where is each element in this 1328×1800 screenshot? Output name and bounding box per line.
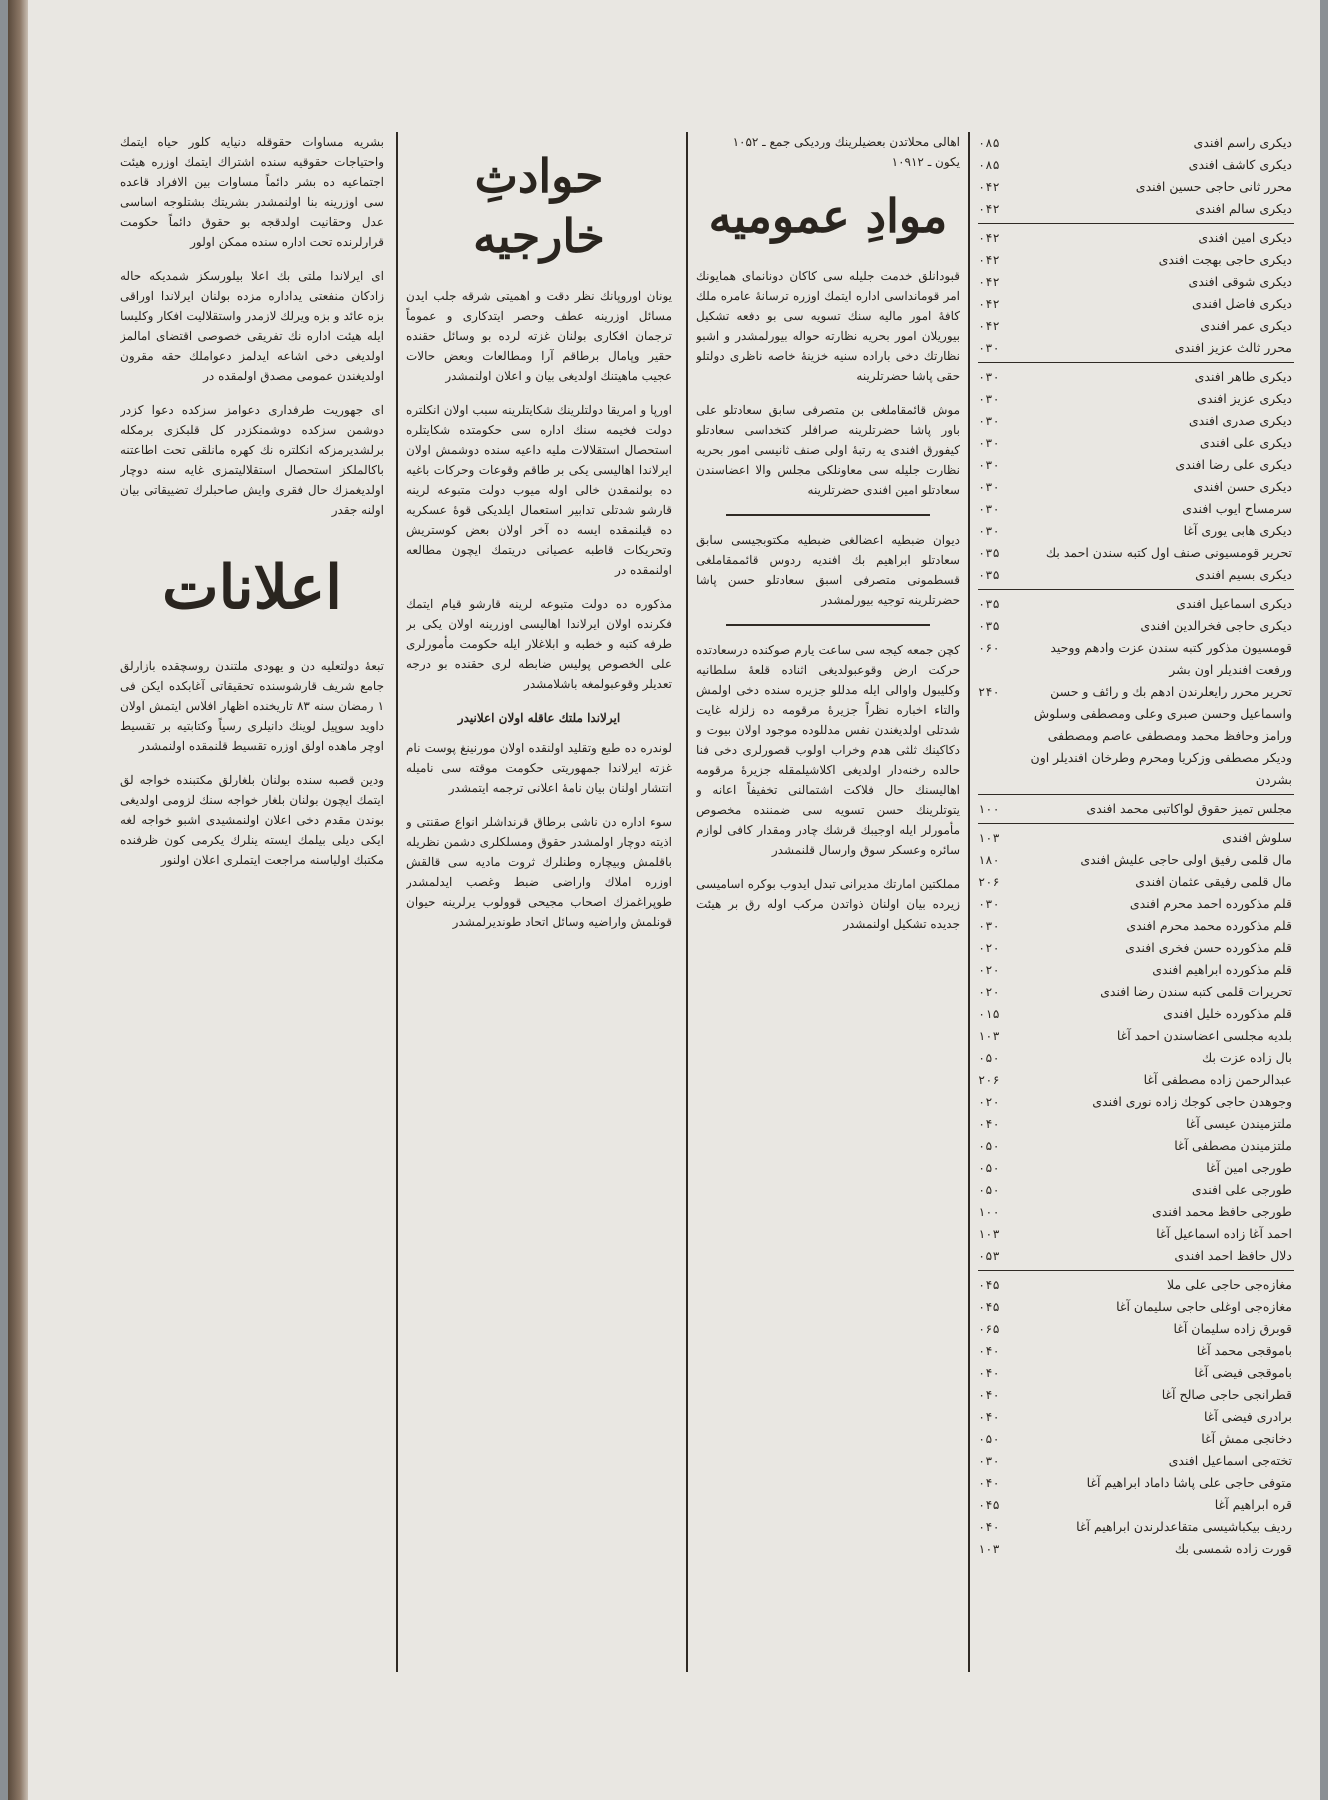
list-item	[978, 315, 1294, 337]
list-item-amount: ۱۰۳	[978, 1029, 1000, 1043]
article-paragraph: ای ایرلاندا ملتی بك اعلا بیلورسکز شمدیکه حاله زادکان منفعتی یداداره مزده بولنان ایرلاندا اوراقی بزه عائد و بزه ویرلك لازمدر واستقلالیت افکار وکلیسا ایله هیئت اداره نك تفریقی خصوصی اقتضای امالمز اولدیغی دخی اشاعه ایدلمز دعواملك حقه مقرون اولدیغندن عمومی مصدق اولمقده در	[120, 269, 384, 383]
list-item-name: مجلس تمیز حقوق لواکاتبی محمد افندی	[1086, 801, 1292, 816]
list-item	[978, 337, 1294, 359]
list-item	[978, 893, 1294, 915]
list-item-name: محرر ثانی حاجی حسین افندی	[1135, 179, 1292, 194]
list-item	[978, 1047, 1294, 1069]
list-item-amount: ۲۴۰	[978, 685, 1000, 699]
list-item	[978, 1428, 1294, 1450]
list-item	[978, 249, 1294, 271]
list-item-amount: ۰۳۰	[978, 458, 1000, 472]
list-item	[978, 1179, 1294, 1201]
list-item-name: تحریرات قلمی کتبه سندن رضا افندی	[1100, 984, 1292, 999]
list-item-name: قلم مذکورده محمد محرم افندی	[1126, 918, 1292, 933]
article-paragraph: ای جهوریت طرفداری دعوامز سزکده دعوا کزدر دوشمن سزکده دوشمنکزدر کل قلبکزی برمکله برلشدیرمزکه انکلتره نك کهره مانلقی تحت اطاعتنه باکالملکز استحصال استقلالیتمزی غایه سنه دوچار اولدیغمزك حال فقری وایش صاحبلرك تضییقاتی بیان اولنه جقدر	[120, 403, 384, 517]
list-item	[978, 1069, 1294, 1091]
list-item-amount: ۰۳۰	[978, 436, 1000, 450]
article-paragraph: لوندره ده طبع وتقلید اولنقده اولان مورنینغ پوست نام غزته ایرلاندا جمهوریتی حکومت موقته سی نامیله انتشار اولنان بیان نامهٔ اعلانی ترجمه ایتمشدر	[406, 741, 672, 795]
list-item	[978, 410, 1294, 432]
newspaper-page	[8, 0, 1320, 1800]
list-item-name: طورجی علی افندی	[1191, 1182, 1292, 1197]
list-item	[978, 132, 1294, 154]
list-item-name: دیکری علی رضا افندی	[1175, 457, 1292, 472]
list-item-name: تخته‌جی اسماعیل افندی	[1168, 1453, 1292, 1468]
list-item-name: قلم مذکورده ابراهیم افندی	[1152, 962, 1292, 977]
list-item-amount: ۰۳۰	[978, 897, 1000, 911]
list-item-amount: ۰۴۰	[978, 1410, 1000, 1424]
list-item-amount: ۱۰۳	[978, 1542, 1000, 1556]
column-divider	[396, 132, 398, 1672]
article-paragraph: کچن جمعه کیجه سی ساعت یارم صوکنده درسعادتده حرکت ارض وقوعبولدیغی اثناده قلعهٔ سلطانیه وکلیبول واوالی ایله مدللو جزیره سنده دخی اولمش والتاء اخباره نظراً جزیرهٔ مرقومه ده زلزله غایت شدتلی اولدیغندن نفس مدللوده موجود اولان بیوت و دکاکینك ثلثی هدم وخراب اولوب قصورلری دخی فنا حالده رخنه‌دار اولدیغی اکلاشیلمقله جزیرهٔ مرقومه اهالیسنك حال فلاکت اشتمالنی تخفیفاً اعانه و یتوتلرینك حسن تسویه سی ضمننده مخصوص مأمورلر ایله اوجیبك قرشك چادر ومقدار کافی لوازم سائره وعسکر سوق وارسال قلنمشدر	[696, 643, 960, 857]
article-paragraph: قبودانلق خدمت جلیله سی کاکان دونانمای همایونك امر قومانداسی اداره ایتمك اوزره ترسانهٔ عامره ملك کافهٔ امور مالیه سنك تسویه سی بو دفعه تشکیل بیوریلان امور بحریه نظارته حواله بیورلمشدر و اشبو نظارتك دخی باراده سنیه خزینهٔ خاصه ناظری دولتلو حقی پاشا حضرتلرینه	[696, 269, 960, 383]
list-item-name: قلم مذکورده خلیل افندی	[1163, 1006, 1292, 1021]
list-item-name: دخانجی ممش آغا	[1201, 1431, 1292, 1446]
list-item-name: دیکری بسیم افندی	[1195, 567, 1292, 582]
list-item	[978, 1157, 1294, 1179]
list-item-name: سرمساح ایوب افندی	[1182, 501, 1292, 516]
officials-list-column	[978, 132, 1294, 1560]
announcements-heading: اعلانات	[162, 553, 342, 623]
list-item	[978, 432, 1294, 454]
list-item-amount: ۱۰۳	[978, 1227, 1000, 1241]
article-paragraph: ودین قصبه سنده بولنان بلغارلق مکتبنده خواجه لق ایتمك ایچون بولنان بلغار خواجه سنك لزومی اولدیغی بوندن مقدم دخی اعلان اولنمشیدی اشبو خواجه لغه ایکی دیلی بیلمك ایسته ینلرك یکرمی کون ظرفنده مکتبك اولیاسنه مراجعت ایتملری اعلان اولنور	[120, 773, 384, 867]
list-item	[978, 593, 1294, 615]
list-divider	[978, 794, 1294, 795]
foreign-news-heading: حوادثِ خارجیه	[473, 149, 605, 263]
list-item	[978, 542, 1294, 564]
list-item	[978, 1091, 1294, 1113]
list-item-amount: ۰۲۰	[978, 941, 1000, 955]
list-item	[978, 227, 1294, 249]
foreign-news-column	[406, 132, 672, 946]
list-item-name: قومسیون مذکور کتبه سندن عزت وادهم ووحید ورفعت افندیلر اون بشر	[1050, 640, 1292, 677]
list-item-amount: ۱۰۰	[978, 802, 1000, 816]
article-paragraph: یونان اوروپانك نظر دقت و اهمیتی شرقه جلب ایدن مسائل اوزرینه عطف وحصر ایتدکاری و عموماً ترجمان افکاری بولنان غزته لرده بو وسائل حقنده حقیر وپامال برطاقم آرا ومطالعات وبعض حالات عجیب ماهیتنك اولدیغی بیان و اعلان اولنمشدر	[406, 289, 672, 383]
list-item-name: طورجی حافظ محمد افندی	[1151, 1204, 1292, 1219]
list-item-name: دلال حافظ احمد افندی	[1174, 1248, 1292, 1263]
list-item	[978, 293, 1294, 315]
list-item-amount: ۰۴۵	[978, 1498, 1000, 1512]
list-item-amount: ۰۴۲	[978, 202, 1000, 216]
list-divider	[978, 589, 1294, 590]
list-item	[978, 1340, 1294, 1362]
list-item-amount: ۱۰۰	[978, 1205, 1000, 1219]
list-item-amount: ۰۳۵	[978, 619, 1000, 633]
list-item-name: قره ابراهیم آغا	[1214, 1497, 1292, 1512]
list-item-amount: ۰۴۰	[978, 1476, 1000, 1490]
list-item	[978, 1384, 1294, 1406]
list-item-name: مال قلمی رفیقی عثمان افندی	[1135, 874, 1292, 889]
list-item-name: باموقجی فیضی آغا	[1194, 1365, 1292, 1380]
list-item-name: ملتزمیندن عیسی آغا	[1185, 1116, 1292, 1131]
list-item-amount: ۰۳۰	[978, 480, 1000, 494]
list-item-name: وجوهدن حاجی کوجك زاده نوری افندی	[1092, 1094, 1292, 1109]
list-item-name: دیکری حسن افندی	[1193, 479, 1292, 494]
list-item-amount: ۰۳۵	[978, 597, 1000, 611]
list-item-name: مال قلمی رفیق اولی حاجی علیش افندی	[1080, 852, 1292, 867]
list-item-name: قلم مذکورده احمد محرم افندی	[1129, 896, 1292, 911]
list-item-amount: ۱۸۰	[978, 853, 1000, 867]
list-item-amount: ۰۳۵	[978, 568, 1000, 582]
list-item-name: دیکری هابی یوری آغا	[1183, 523, 1292, 538]
list-item-amount: ۰۴۲	[978, 180, 1000, 194]
list-item-name: دیکری امین افندی	[1198, 230, 1292, 245]
list-item-name: بال زاده عزت بك	[1201, 1050, 1292, 1065]
list-item-name: محرر ثالث عزیز افندی	[1174, 340, 1292, 355]
list-item	[978, 271, 1294, 293]
list-item	[978, 198, 1294, 220]
list-item	[978, 937, 1294, 959]
list-item	[978, 1025, 1294, 1047]
list-item-name: دیکری شوقی افندی	[1188, 274, 1292, 289]
list-item	[978, 1318, 1294, 1340]
list-item-amount: ۰۵۰	[978, 1183, 1000, 1197]
list-item	[978, 154, 1294, 176]
list-item	[978, 1113, 1294, 1135]
list-item-amount: ۰۴۵	[978, 1278, 1000, 1292]
list-item-amount: ۰۳۰	[978, 414, 1000, 428]
list-item-amount: ۰۵۰	[978, 1139, 1000, 1153]
list-divider	[978, 223, 1294, 224]
list-item-amount: ۰۵۰	[978, 1161, 1000, 1175]
list-item-name: قوبرق زاده سلیمان آغا	[1173, 1321, 1292, 1336]
list-item	[978, 1245, 1294, 1267]
list-item-name: دیکری سالم افندی	[1195, 201, 1292, 216]
article-paragraph: موش قائمقاملغی بن متصرفی سابق سعادتلو علی باور پاشا حضرتلرینه صرافلر کتخداسی سعادتلو کیفورق افندی یه رتبهٔ اولی صنف ثانیسی امور بحریه نظارت جلیله سی معاونلکی مجلس والا اعضاسندن سعادتلو امین افندی حضرتلرینه	[696, 403, 960, 497]
list-item-amount: ۰۳۰	[978, 502, 1000, 516]
list-item-name: متوفی حاجی علی پاشا داماد ابراهیم آغا	[1086, 1475, 1292, 1490]
general-affairs-column	[696, 132, 960, 948]
list-item-amount: ۰۴۰	[978, 1344, 1000, 1358]
list-item	[978, 1003, 1294, 1025]
list-item-amount: ۰۱۵	[978, 1007, 1000, 1021]
list-divider	[978, 362, 1294, 363]
general-affairs-heading: موادِ عمومیه	[708, 189, 948, 243]
list-item-name: تحریر محرر رایعلرندن ادهم بك و رائف و حسن واسماعیل وحسن صبری وعلی ومصطفی وسلوش ورامز وحافظ محمد ومصطفی عاصم ومصطفی ودیکر مصطفی وزکریا ومحرم وطرخان افندیلر اون بشردن	[1030, 684, 1292, 787]
list-item	[978, 1538, 1294, 1560]
list-item-amount: ۰۸۵	[978, 158, 1000, 172]
list-item-amount: ۰۳۰	[978, 392, 1000, 406]
list-item-amount: ۰۳۰	[978, 524, 1000, 538]
list-item-name: دیکری علی افندی	[1199, 435, 1292, 450]
list-item-name: دیکری فاضل افندی	[1191, 296, 1292, 311]
article-paragraph: بشریه مساوات حقوقله دنیایه کلور حیاه ایتمك واحتیاجات حقوقیه سنده اشتراك ایتمك اوزره هیئت اجتماعیه ده بشر دائماً مساوات بین الافراد قاعده سی اوزرینه بنا اولنمشدر بشریتك بشتلوجه اساسی عدل وحقانیت اولدقجه بو حقوق دائماً حکومت قرارلرنده تحت اداره سنده ممکن اولور	[120, 135, 384, 249]
list-item-amount: ۰۲۰	[978, 963, 1000, 977]
list-item-amount: ۰۶۰	[978, 641, 1000, 655]
list-item	[978, 564, 1294, 586]
list-item-name: قطرانجی حاجی صالح آغا	[1161, 1387, 1292, 1402]
list-item	[978, 176, 1294, 198]
article-paragraph: سوء اداره دن ناشی برطاق قرنداشلر انواع صقنتی و اذیته دوچار اولمشدر حقوق ومسلکلری دشمن نظریله باقلمش وبیچاره وطنلرك ثروت مادیه سی قالقش اوزره املاك واراضی ضبط وغصب ایدلمشدر طوپراغمزك اصحاب مجیحی قوولوب یرلرینه حیوان قونلمش واراضیه وسائل اتحاد طوندیرلمشدر	[406, 815, 672, 929]
list-divider	[978, 1270, 1294, 1271]
list-item-amount: ۰۴۰	[978, 1366, 1000, 1380]
list-item	[978, 959, 1294, 981]
list-item-name: دیکری کاشف افندی	[1188, 157, 1292, 172]
list-item-amount: ۰۴۵	[978, 1300, 1000, 1314]
list-item	[978, 1135, 1294, 1157]
list-item-amount: ۰۴۰	[978, 1117, 1000, 1131]
list-item-name: ردیف بیکباشیسی متقاعدلرندن ابراهیم آغا	[1076, 1519, 1292, 1534]
list-item-name: دیکری عمر افندی	[1200, 318, 1292, 333]
list-item	[978, 498, 1294, 520]
list-item	[978, 388, 1294, 410]
list-item	[978, 1516, 1294, 1538]
list-item-name: دیکری حاجی بهجت افندی	[1158, 252, 1292, 267]
list-item-amount: ۰۶۵	[978, 1322, 1000, 1336]
list-item-name: احمد آغا زاده اسماعیل آغا	[1156, 1226, 1292, 1241]
list-item-amount: ۰۴۲	[978, 275, 1000, 289]
list-item-name: دیکری راسم افندی	[1193, 135, 1292, 150]
list-item-amount: ۰۸۵	[978, 136, 1000, 150]
article-paragraph: تبعهٔ دولتعلیه دن و یهودی ملتندن روسچقده بازارلق جامع شریف قارشوسنده تحقیقاتی آغابکده ایکن فی ۱ رمضان سنه ۸۳ تاریخنده اظهار افلاس ایتمش اولان داوید سوپیل لوینك دانیلری رسیاً وکتابتیه بر تقسیط اوچر ماهده اولق اوزره تقسیط قلنمقده اولنمشدر	[120, 659, 384, 753]
list-item-amount: ۰۳۰	[978, 919, 1000, 933]
list-item-amount: ۰۳۵	[978, 546, 1000, 560]
list-item-amount: ۰۴۰	[978, 1520, 1000, 1534]
list-item-amount: ۰۴۲	[978, 297, 1000, 311]
list-item	[978, 1450, 1294, 1472]
article-paragraph: دیوان ضبطیه اعضالغی ضبطیه مکتوبجیسی سابق سعادتلو ابراهیم بك افندیه ردوس قائممقاملغی قسطمونی متصرفی اسبق سعادتلو حسن پاشا حضرتلرینه توجیه بیورلمشدر	[696, 533, 960, 607]
list-item	[978, 520, 1294, 542]
list-item	[978, 1201, 1294, 1223]
list-item	[978, 637, 1294, 681]
list-item-name: دیکری صدری افندی	[1188, 413, 1292, 428]
list-item-amount: ۰۳۰	[978, 341, 1000, 355]
list-item	[978, 849, 1294, 871]
list-item-amount: ۰۴۰	[978, 1388, 1000, 1402]
list-item-amount: ۰۴۲	[978, 319, 1000, 333]
stat-line-1: اهالی محلاتدن بعضیلرینك وردیکی جمع ـ ۱۰۵۲	[732, 135, 960, 149]
list-item-name: تحریر قومسیونی صنف اول کتبه سندن احمد بك	[1045, 545, 1292, 560]
column-divider	[686, 132, 688, 1672]
list-item	[978, 981, 1294, 1003]
news-subheading: ایرلاندا ملتك عاقله اولان اعلانیدر	[457, 711, 621, 725]
list-item-name: مغازه‌جی حاجی علی ملا	[1166, 1277, 1292, 1292]
list-divider	[978, 823, 1294, 824]
list-item-name: برادری فیضی آغا	[1203, 1409, 1292, 1424]
article-paragraph: مذکوره ده دولت متبوعه لرینه قارشو قیام ایتمك فکرنده اولان ایرلاندا اهالیسی اوزرینه اولان یکی بر طرفه کتبه و خطبه و ابلاغلار ایله حکومت مأمورلری علی الخصوص پولیس ضابطه لری حقنده بو درجه تعدیلر وقوعبولمغه باشلامشدر	[406, 597, 672, 691]
list-item-amount: ۰۴۲	[978, 253, 1000, 267]
list-item	[978, 681, 1294, 791]
list-item-name: باموقجی محمد آغا	[1196, 1343, 1292, 1358]
list-item	[978, 1362, 1294, 1384]
list-item-amount: ۰۴۲	[978, 231, 1000, 245]
list-item	[978, 476, 1294, 498]
list-item	[978, 1223, 1294, 1245]
article-paragraph: مملکتین امارتك مدیرانی تبدل ایدوب بوکره اسامیسی زیرده بیان اولنان ذواتدن مرکب اوله رق بر هیئت جدیده تشکیل اولنمشدر	[696, 877, 960, 931]
list-item	[978, 1494, 1294, 1516]
list-item	[978, 1406, 1294, 1428]
list-item-amount: ۰۲۰	[978, 985, 1000, 999]
list-item-amount: ۰۵۰	[978, 1051, 1000, 1065]
population-stats-2	[696, 152, 960, 172]
stat-line-2: یکون ـ ۱۰۹۱۲	[891, 155, 960, 169]
list-item-amount: ۰۵۰	[978, 1432, 1000, 1446]
list-item	[978, 1296, 1294, 1318]
list-item-name: دیکری اسماعیل افندی	[1176, 596, 1292, 611]
list-item	[978, 366, 1294, 388]
list-item-amount: ۰۳۰	[978, 370, 1000, 384]
list-item-name: عبدالرحمن زاده مصطفی آغا	[1143, 1072, 1292, 1087]
list-item-name: دیکری طاهر افندی	[1194, 369, 1292, 384]
list-item-amount: ۰۳۰	[978, 1454, 1000, 1468]
list-item	[978, 915, 1294, 937]
list-item-name: سلوش افندی	[1222, 830, 1292, 845]
list-item-name: قلم مذکورده حسن فخری افندی	[1125, 940, 1292, 955]
population-stats	[696, 132, 960, 152]
list-item-name: قورت زاده شمسی بك	[1174, 1541, 1292, 1556]
list-item-name: ملتزمیندن مصطفی آغا	[1174, 1138, 1292, 1153]
list-item-name: دیکری عزیز افندی	[1197, 391, 1292, 406]
list-item	[978, 827, 1294, 849]
page-binding-edge	[8, 0, 28, 1800]
list-item-amount: ۰۵۳	[978, 1249, 1000, 1263]
list-item	[978, 871, 1294, 893]
list-item	[978, 798, 1294, 820]
list-item	[978, 1274, 1294, 1296]
announcements-column	[120, 132, 384, 884]
list-item-name: بلدیه مجلسی اعضاسندن احمد آغا	[1116, 1028, 1292, 1043]
list-item-amount: ۲۰۶	[978, 1073, 1000, 1087]
list-item	[978, 615, 1294, 637]
section-divider	[726, 624, 930, 626]
list-item	[978, 1472, 1294, 1494]
article-paragraph: اورپا و امریقا دولتلرینك شکایتلرینه سبب اولان انکلتره دولت فخیمه سنك اداره سی حکومتده شکایتلره استحصال استقلالات ملیه داعیه سنده دوشمش اولان ایرلاندا اهالیسی یکی بر طاقم وقوعات وحرکات باغیه ده بولنمقدن خالی اوله میوب دولت متبوعه لرینه قارشو شدتلی تدابیر استعمال ایلدیکی قوهٔ عسکریه ده قیلنمقده ایسه ده آخر اولان بعض کوستریش وتحریکات قاطبه عصیانی دریتمك ایچون مطالعه اولنمقده در	[406, 403, 672, 577]
section-divider	[726, 514, 930, 516]
list-item-amount: ۲۰۶	[978, 875, 1000, 889]
column-divider	[968, 132, 970, 1672]
list-item-amount: ۰۲۰	[978, 1095, 1000, 1109]
list-item	[978, 454, 1294, 476]
list-item-name: طورجی امین آغا	[1206, 1160, 1292, 1175]
list-item-name: دیکری حاجی فخرالدین افندی	[1140, 618, 1292, 633]
list-item-amount: ۱۰۳	[978, 831, 1000, 845]
list-item-name: مغازه‌جی اوغلی حاجی سلیمان آغا	[1116, 1299, 1292, 1314]
